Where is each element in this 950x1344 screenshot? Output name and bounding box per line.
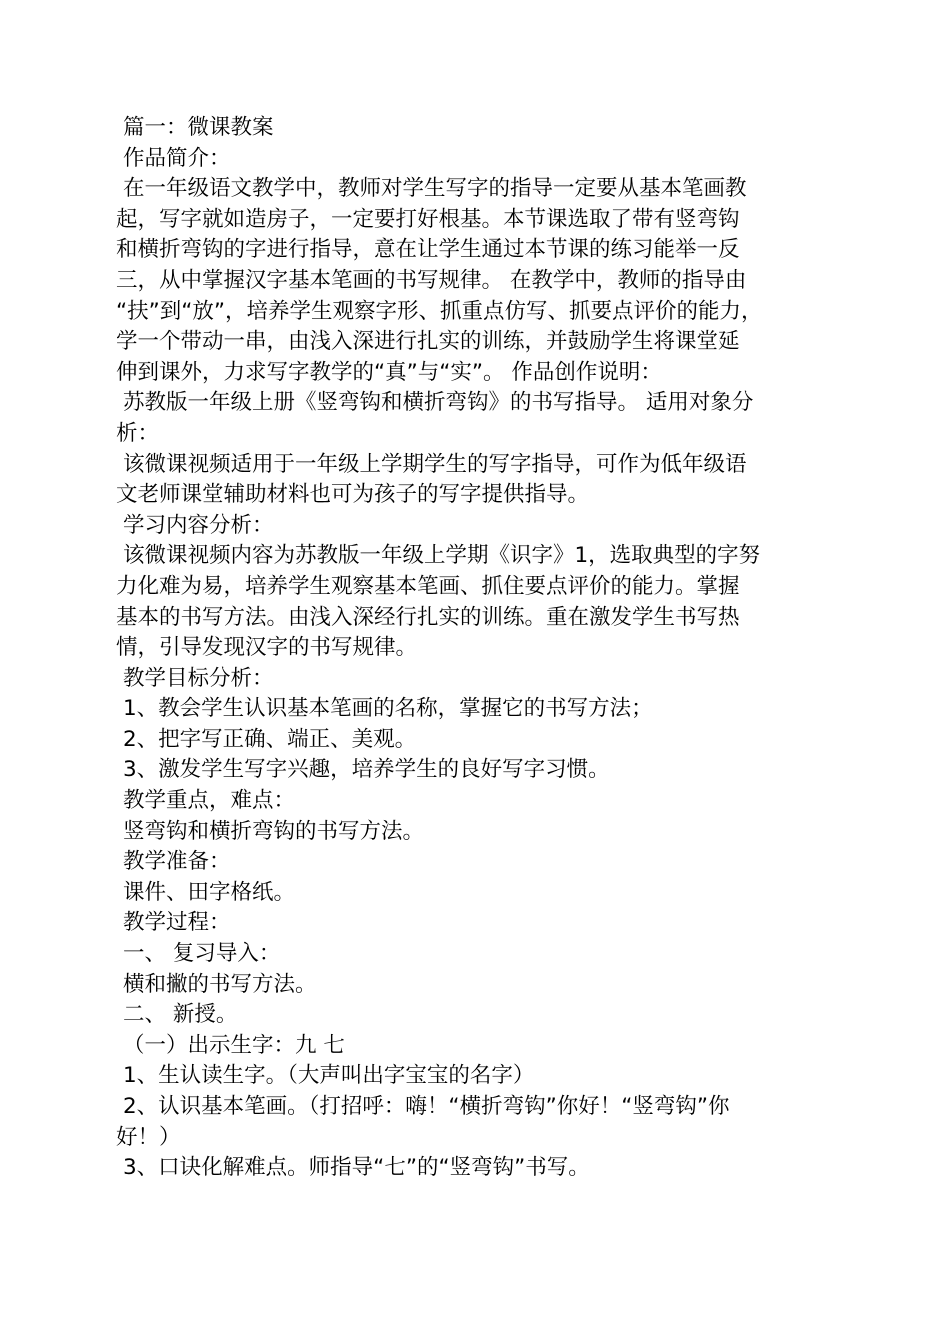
document-title: 篇一：微课教案 [123, 115, 274, 140]
text-line: 文老师课堂辅助材料也可为孩子的写字提供指导。 [116, 482, 590, 508]
document-page [116, 113, 838, 1184]
text-line: 情，引导发现汉字的书写规律。 [116, 635, 418, 661]
text-line: 起，写字就如造房子，一定要打好根基。本节课选取了带有竖弯钩 [116, 206, 740, 232]
text-line: 基本的书写方法。由浅入深经行扎实的训练。重在激发学生书写热 [116, 604, 740, 630]
text-line: 学一个带动一串，由浅入深进行扎实的训练，并鼓励学生将课堂延 [116, 329, 740, 355]
text-line: 伸到课外，力求写字教学的“真”与“实”。 作品创作说明： [116, 359, 662, 385]
list-item: 3、口诀化解难点。师指导“七”的“竖弯钩”书写。 [123, 1155, 590, 1181]
list-item: 二、 新授。 [123, 1002, 238, 1028]
section-heading-intro: 作品简介： [123, 145, 231, 171]
text-line: 力化难为易，培养学生观察基本笔画、抓住要点评价的能力。掌握 [116, 573, 740, 599]
text-line: 横和撇的书写方法。 [123, 971, 317, 997]
text-line: “扶”到“放”，培养学生观察字形、抓重点仿写、抓要点评价的能力， [116, 298, 763, 324]
text-line: 竖弯钩和横折弯钩的书写方法。 [123, 818, 425, 844]
list-item: 1、教会学生认识基本笔画的名称，掌握它的书写方法； [123, 696, 653, 722]
section-heading-goals: 教学目标分析： [123, 665, 274, 691]
text-line: 苏教版一年级上册《竖弯钩和横折弯钩》的书写指导。 适用对象分 [123, 390, 754, 416]
list-item: 2、认识基本笔画。（打招呼：嗨！“横折弯钩”你好！“竖弯钩”你 [123, 1094, 730, 1119]
text-line: 该微课视频内容为苏教版一年级上学期《识字》1，选取典型的字努 [123, 543, 761, 569]
section-heading-content: 学习内容分析： [123, 512, 274, 538]
text-line: 课件、田字格纸。 [123, 879, 296, 905]
list-item: 1、生认读生字。（大声叫出字宝宝的名字） [123, 1063, 535, 1089]
list-item: 一、 复习导入： [123, 941, 281, 967]
text-line: 好！） [116, 1124, 181, 1150]
text-line: 该微课视频适用于一年级上学期学生的写字指导，可作为低年级语 [123, 451, 747, 477]
list-item: 3、激发学生写字兴趣，培养学生的良好写字习惯。 [123, 757, 610, 783]
section-heading-preparation: 教学准备： [123, 849, 231, 875]
text-line: 在一年级语文教学中，教师对学生写字的指导一定要从基本笔画教 [123, 176, 747, 202]
list-item: （一）出示生字：九 七 [123, 1032, 345, 1058]
section-heading-process: 教学过程： [123, 910, 231, 936]
list-item: 2、把字写正确、端正、美观。 [123, 726, 417, 752]
text-line: 和横折弯钩的字进行指导，意在让学生通过本节课的练习能举一反 [116, 237, 740, 263]
text-line: 析： [116, 420, 160, 446]
text-line: 三，从中掌握汉字基本笔画的书写规律。 在教学中，教师的指导由 [116, 267, 747, 293]
section-heading-key-points: 教学重点，难点： [123, 788, 296, 814]
